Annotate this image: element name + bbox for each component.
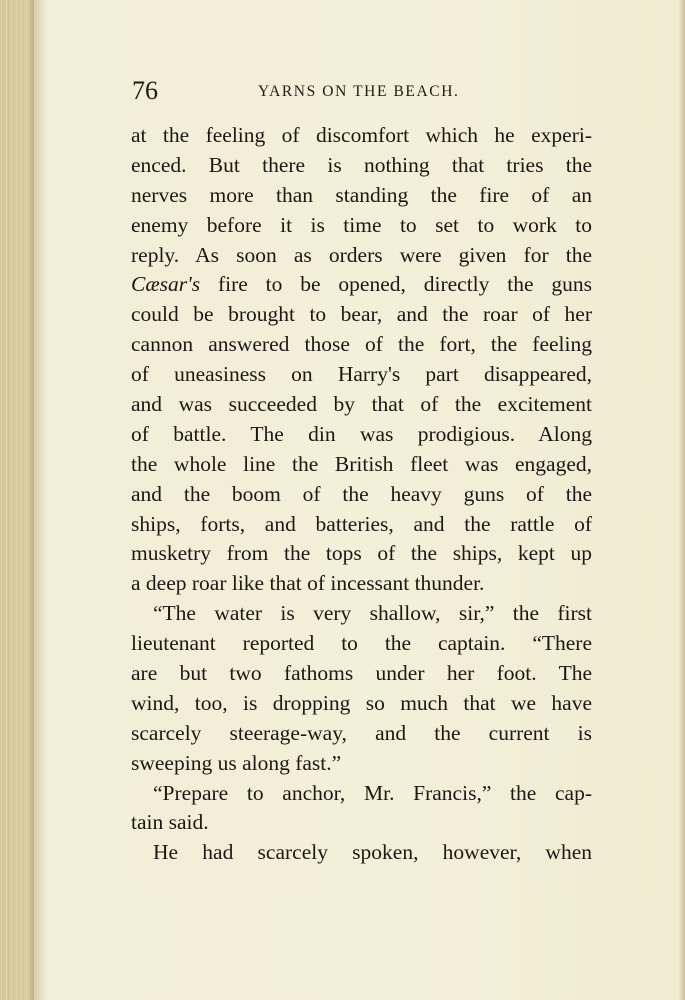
text-line: scarcely steerage-way, and the current is xyxy=(131,720,592,745)
page-number: 76 xyxy=(132,76,158,105)
text-line: of battle. The din was prodigious. Along xyxy=(131,421,592,446)
running-head: YARNS ON THE BEACH. xyxy=(258,83,460,100)
text-line: “Prepare to anchor, Mr. Francis,” the cap- xyxy=(153,780,592,805)
text-line: reply. As soon as orders were given for the xyxy=(131,242,592,267)
text-line: at the feeling of discomfort which he experi- xyxy=(131,123,592,147)
page-header xyxy=(132,76,602,106)
text-line: and the boom of the heavy guns of the xyxy=(131,481,592,506)
text-line: of uneasiness on Harry's part disappeared, xyxy=(131,362,592,387)
body-text xyxy=(131,121,592,868)
text-line: nerves more than standing the fire of an xyxy=(131,182,592,207)
text-line: “The water is very shallow, sir,” the first xyxy=(153,601,592,626)
text-line: wind, too, is dropping so much that we have xyxy=(131,690,592,715)
text-line: enced. But there is nothing that tries the xyxy=(131,152,592,177)
text-line: ships, forts, and batteries, and the rattle of xyxy=(131,511,592,536)
text-line: sweeping us along fast.” xyxy=(131,750,342,775)
gutter-shadow xyxy=(30,0,48,1000)
ship-name-italic: Cæsar's xyxy=(131,272,201,297)
text-line: tain said. xyxy=(131,810,209,835)
text-line: lieutenant reported to the captain. “There xyxy=(131,631,592,656)
page-gutter xyxy=(0,0,34,1000)
text-line: musketry from the tops of the ships, kept up xyxy=(131,541,592,566)
text-line: the whole line the British fleet was engaged, xyxy=(131,451,592,476)
text-line: a deep roar like that of incessant thunder. xyxy=(131,571,485,596)
text-line: enemy before it is time to set to work to xyxy=(131,212,592,237)
text-line: are but two fathoms under her foot. The xyxy=(131,661,592,686)
text-line: He had scarcely spoken, however, when xyxy=(153,840,592,865)
text-line: could be brought to bear, and the roar of her xyxy=(131,302,592,327)
text-line-italic: Cæsar's fire to be opened, directly the guns xyxy=(131,272,592,297)
text-line: cannon answered those of the fort, the feeling xyxy=(131,332,592,357)
page-right-edge xyxy=(679,0,685,1000)
text-line: and was succeeded by that of the excitement xyxy=(131,392,592,417)
